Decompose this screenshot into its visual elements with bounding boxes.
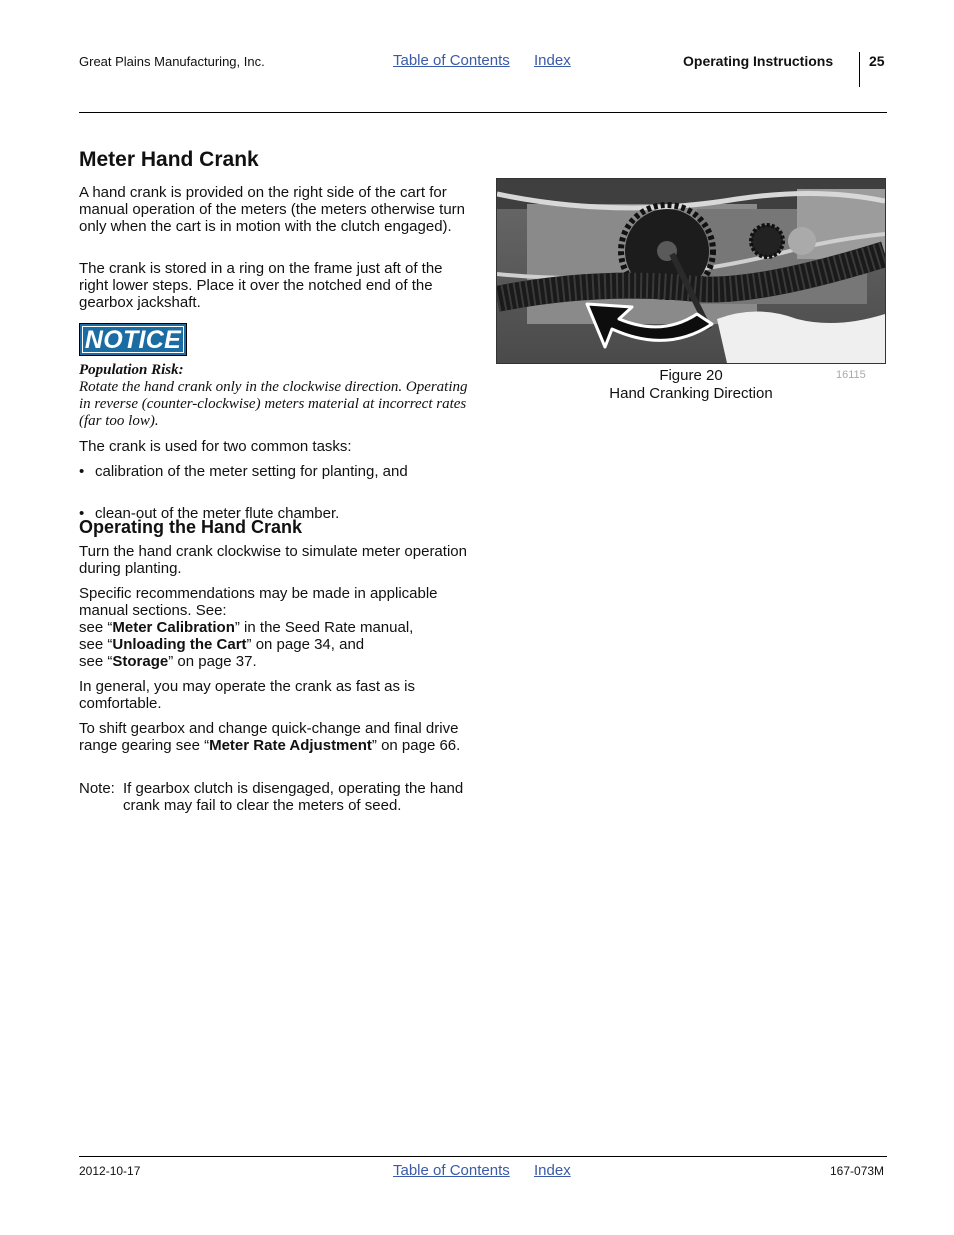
ref-line xyxy=(79,636,471,653)
op-p4-post: ” on page 66. xyxy=(371,737,461,754)
intro-paragraph-2 xyxy=(79,260,471,311)
figure-caption xyxy=(496,367,886,403)
section-title: Operating Instructions xyxy=(683,53,834,69)
list-item xyxy=(79,463,487,480)
footer-toc-link[interactable]: Table of Contents xyxy=(393,1162,510,1179)
notice-block xyxy=(79,362,471,430)
ref-meter-rate-adjustment: Meter Rate Adjustment xyxy=(209,737,372,754)
header-index-link[interactable]: Index xyxy=(534,52,571,69)
header-rule xyxy=(79,112,887,113)
op-paragraph-1: Turn the hand crank clockwise to simulate meter operation during planting. xyxy=(79,543,467,577)
ref-post: ” in the Seed Rate manual, xyxy=(234,619,414,636)
task-text-2: clean-out of the meter flute chamber. xyxy=(95,505,340,522)
note-text: If gearbox clutch is disengaged, operating the hand crank may fail to clear the meters of seed. xyxy=(123,780,464,814)
op-p4-pre: To shift gearbox and change quick-change and final drive range gearing see “ xyxy=(79,720,459,754)
notice-heading: Population Risk: xyxy=(79,362,184,378)
page-number: 25 xyxy=(869,53,885,69)
footer-index-link[interactable]: Index xyxy=(534,1162,571,1179)
ref-pre: see “ xyxy=(79,619,113,636)
footer-date: 2012-10-17 xyxy=(79,1164,141,1178)
intro-text-1: A hand crank is provided on the right side of the cart for manual operation of the meters (the meters otherwise turn only when the cart is in motion with the clutch engaged). xyxy=(79,184,466,235)
page-title: Meter Hand Crank xyxy=(79,148,259,171)
notice-text: Rotate the hand crank only in the clockwise direction. Operating in reverse (counter-clockwise) meters material at incorrect rates (far too low). xyxy=(79,379,468,429)
company-name: Great Plains Manufacturing, Inc. xyxy=(79,54,265,69)
ref-unloading-the-cart: Unloading the Cart xyxy=(112,636,247,653)
bullet-icon: • xyxy=(79,463,85,480)
header-separator xyxy=(859,52,860,87)
ref-pre: see “ xyxy=(79,636,113,653)
op-paragraph-4 xyxy=(79,720,471,754)
figure-caption-text: Hand Cranking Direction xyxy=(609,385,773,402)
note-block xyxy=(79,780,471,814)
bullet-icon: • xyxy=(79,505,85,522)
crank-photo-illustration xyxy=(497,179,885,363)
task-text-1: calibration of the meter setting for planting, and xyxy=(95,463,408,480)
figure-number: Figure 20 xyxy=(659,367,723,384)
ref-line xyxy=(79,653,471,670)
tasks-intro: The crank is used for two common tasks: xyxy=(79,438,352,455)
refs-intro: Specific recommendations may be made in applicable manual sections. See: xyxy=(79,585,438,619)
figure-photo xyxy=(496,178,886,364)
footer-doc-number: 167-073M xyxy=(830,1164,885,1178)
header-toc-link[interactable]: Table of Contents xyxy=(393,52,510,69)
ref-storage: Storage xyxy=(112,653,169,670)
ref-line xyxy=(79,619,471,636)
ref-meter-calibration: Meter Calibration xyxy=(112,619,235,636)
notice-badge xyxy=(79,323,187,356)
note-label: Note: xyxy=(79,780,115,797)
ref-post: ” on page 34, and xyxy=(246,636,365,653)
footer-rule xyxy=(79,1156,887,1157)
ref-pre: see “ xyxy=(79,653,113,670)
op-paragraph-3: In general, you may operate the crank as fast as is comfortable. xyxy=(79,678,416,712)
figure-id: 16115 xyxy=(836,369,866,381)
op-paragraph-2 xyxy=(79,585,471,670)
intro-text-2: The crank is stored in a ring on the frame just aft of the right lower steps. Place it over the notched end of the gearbox jackshaft. xyxy=(79,260,443,311)
section-subtitle: Operating the Hand Crank xyxy=(79,517,303,537)
intro-paragraph-1 xyxy=(79,184,471,235)
ref-post: ” on page 37. xyxy=(168,653,257,670)
notice-label: NOTICE xyxy=(82,326,184,353)
